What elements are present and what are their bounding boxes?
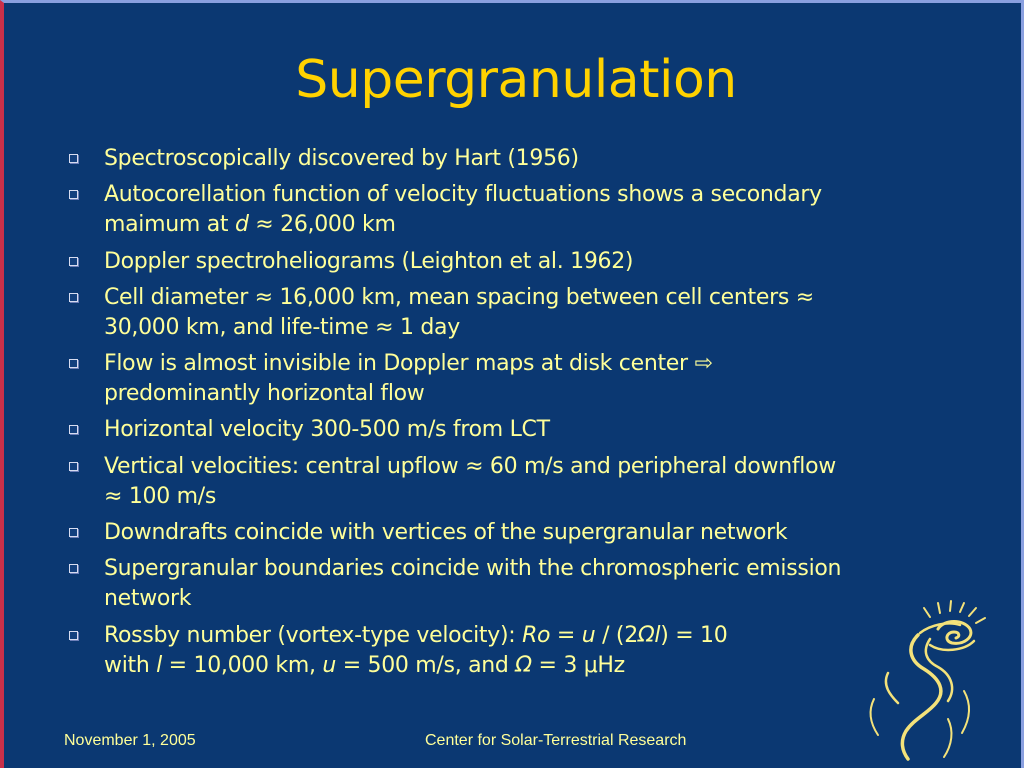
- hollow-square-bullet-icon: [69, 425, 78, 434]
- hollow-square-bullet-icon: [69, 190, 78, 199]
- hollow-square-bullet-icon: [69, 462, 78, 471]
- italic-variable: l: [156, 652, 162, 678]
- bullet-item: [66, 518, 976, 548]
- bullet-text-line: [104, 210, 976, 240]
- bullet-text-line: [104, 144, 976, 174]
- text-segment: Spectroscopically discovered by Hart (1956): [104, 146, 579, 171]
- text-segment: / (2: [595, 622, 638, 648]
- bullet-text-line: [104, 247, 976, 277]
- bullet-text-line: [104, 180, 976, 210]
- italic-variable: Ro: [522, 622, 551, 648]
- sun-swirl-logo-icon: [852, 599, 1002, 763]
- text-segment: ≈ 26,000 km: [248, 212, 396, 238]
- text-segment: ) = 10: [660, 622, 728, 648]
- bullet-text-line: [104, 482, 976, 512]
- text-segment: Doppler spectroheliograms (Leighton et al. 1962): [104, 248, 634, 274]
- italic-variable: d: [234, 212, 249, 238]
- hollow-square-bullet-icon: [69, 154, 78, 163]
- bullet-item: [66, 415, 976, 445]
- bullet-text-line: [104, 621, 976, 651]
- italic-variable: u: [581, 622, 596, 648]
- text-segment: network: [104, 586, 192, 612]
- bullet-list: [66, 144, 976, 687]
- italic-variable: Ωl: [637, 622, 661, 648]
- bullet-text-line: [104, 379, 976, 409]
- bullet-text-line: [104, 554, 976, 584]
- bullet-text-line: [104, 518, 976, 548]
- text-segment: Rossby number (vortex-type velocity):: [104, 622, 523, 648]
- bullet-item: [66, 144, 976, 174]
- text-segment: 30,000 km, and life-time ≈ 1 day: [104, 314, 460, 340]
- bullet-text-line: [104, 349, 976, 379]
- hollow-square-bullet-icon: [69, 528, 78, 537]
- bullet-item: [66, 349, 976, 409]
- bullet-item: [66, 180, 976, 240]
- bullet-text-line: [104, 452, 976, 482]
- hollow-square-bullet-icon: [69, 359, 78, 368]
- bullet-text-line: [104, 651, 976, 681]
- italic-variable: Ω: [515, 652, 532, 678]
- bullet-text-line: [104, 283, 976, 313]
- footer-date: November 1, 2005: [64, 732, 196, 749]
- text-segment: Cell diameter ≈ 16,000 km, mean spacing between cell centers ≈: [104, 284, 814, 310]
- text-segment: Autocorellation function of velocity fluctuations shows a secondary: [104, 182, 822, 208]
- text-segment: Horizontal velocity 300-500 m/s from LCT: [104, 417, 550, 443]
- text-segment: with: [104, 652, 157, 678]
- hollow-square-bullet-icon: [69, 631, 78, 640]
- hollow-square-bullet-icon: [69, 293, 78, 302]
- italic-variable: u: [322, 652, 336, 678]
- text-segment: = 500 m/s, and: [336, 652, 516, 678]
- text-segment: =: [550, 622, 582, 648]
- slide-title: Supergranulation: [295, 50, 737, 110]
- hollow-square-bullet-icon: [69, 257, 78, 266]
- bullet-text-line: [104, 313, 976, 343]
- text-segment: maimum at: [104, 212, 235, 238]
- bullet-item: [66, 554, 976, 614]
- text-segment: predominantly horizontal flow: [104, 381, 425, 407]
- bullet-text-line: [104, 415, 976, 445]
- bullet-item: [66, 621, 976, 681]
- text-segment: = 3 μHz: [531, 652, 625, 678]
- text-segment: ≈ 100 m/s: [104, 483, 217, 509]
- bullet-item: [66, 283, 976, 343]
- bullet-item: [66, 247, 976, 277]
- text-segment: = 10,000 km,: [161, 652, 323, 678]
- footer-organization: Center for Solar-Terrestrial Research: [425, 732, 687, 749]
- text-segment: Vertical velocities: central upflow ≈ 60 m/s and peripheral downflow: [104, 453, 836, 479]
- text-segment: Flow is almost invisible in Doppler maps at disk center ⇨: [104, 351, 713, 377]
- bullet-item: [66, 452, 976, 512]
- text-segment: Supergranular boundaries coincide with the chromospheric emission: [104, 556, 842, 582]
- text-segment: Downdrafts coincide with vertices of the supergranular network: [104, 520, 788, 546]
- hollow-square-bullet-icon: [69, 564, 78, 573]
- bullet-text-line: [104, 584, 976, 614]
